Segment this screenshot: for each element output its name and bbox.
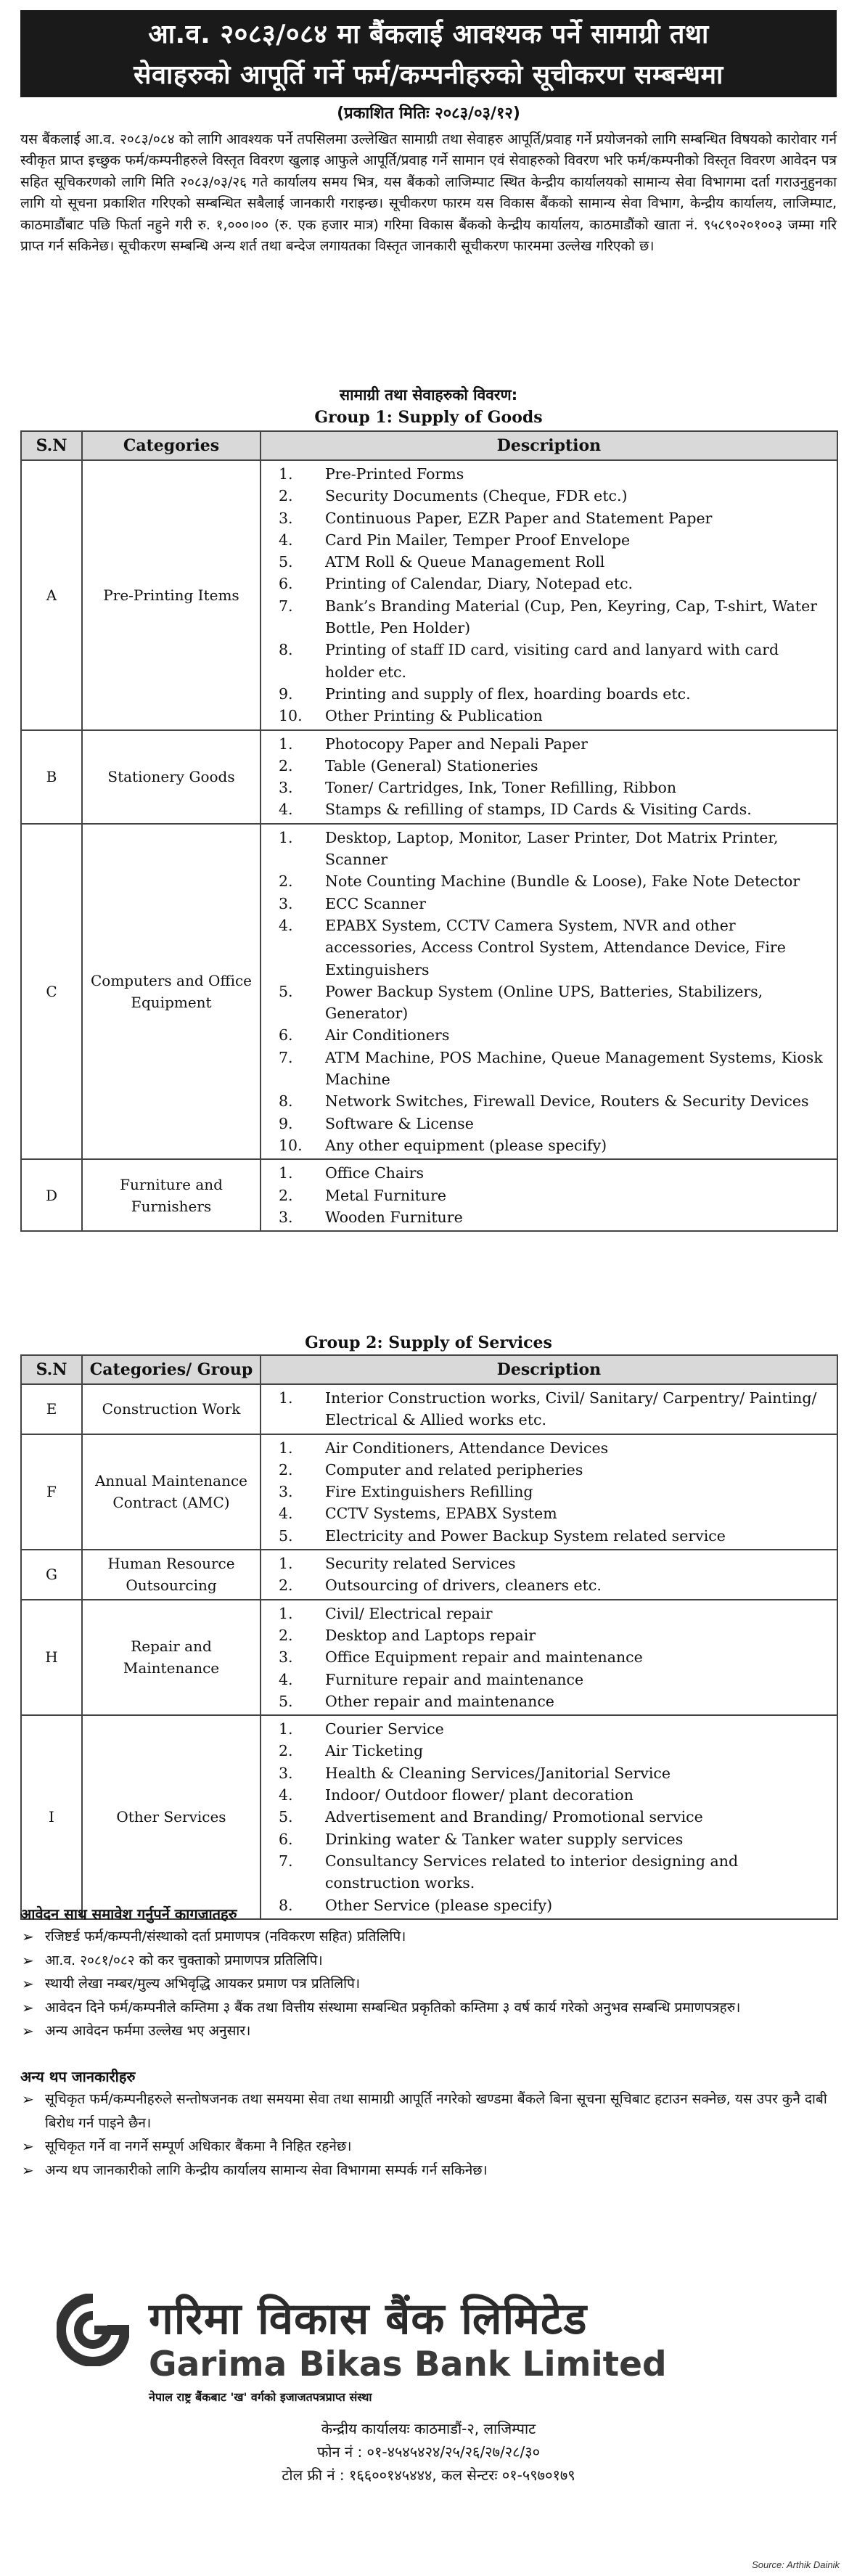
list-item-number: 5. (279, 553, 293, 571)
row-description (261, 1600, 837, 1715)
bank-logo-icon (57, 2294, 129, 2366)
list-item-text: Security Documents (Cheque, FDR etc.) (325, 487, 628, 505)
description-list (261, 825, 837, 1158)
description-list (261, 1435, 837, 1549)
row-sn: I (21, 1715, 82, 1919)
list-item-number: 7. (279, 1852, 293, 1870)
column-header-category: Categories (82, 431, 261, 460)
list-item (279, 755, 831, 777)
arrow-bullet-icon: ➢ (22, 2138, 34, 2155)
list-item-text: Toner/ Cartridges, Ink, Toner Refilling, Ribbon (325, 779, 677, 797)
list-item (279, 915, 831, 981)
list-item-text: Other Printing & Publication (325, 707, 543, 725)
list-item (279, 463, 831, 485)
list-item-text: Electricity and Power Backup System related service (325, 1526, 726, 1545)
list-item (20, 1972, 837, 1996)
list-item (279, 870, 831, 892)
list-item-text: अन्य आवेदन फर्ममा उल्लेख भए अनुसार। (45, 2023, 251, 2039)
list-item-number: 2. (279, 756, 293, 774)
list-item-text: Civil/ Electrical repair (325, 1604, 493, 1622)
other-info-heading: अन्य थप जानकारीहरु (20, 2068, 136, 2085)
header-line-1: आ.व. २०८३/०८४ मा बैंकलाई आवश्यक पर्ने सामाग्री तथा (148, 20, 709, 49)
row-description (261, 1384, 837, 1434)
list-item-text: Software & License (325, 1114, 474, 1132)
list-item (279, 1740, 831, 1762)
list-item (279, 1481, 831, 1502)
row-description (261, 1550, 837, 1600)
list-item (279, 1502, 831, 1524)
list-item (279, 777, 831, 798)
list-item-number: 7. (279, 1048, 293, 1066)
documents-heading: आवेदन साथ समावेश गर्नुपर्ने कागजातहरु (20, 1905, 237, 1923)
list-item-text: Office Equipment repair and maintenance (325, 1648, 643, 1667)
list-item-number: 4. (279, 531, 293, 549)
list-item (20, 1996, 837, 2020)
list-item-text: Fire Extinguishers Refilling (325, 1483, 533, 1501)
list-item (279, 1090, 831, 1112)
row-category: Repair and Maintenance (82, 1600, 261, 1715)
table-row (21, 1715, 837, 1919)
list-item-text: Wooden Furniture (325, 1208, 463, 1226)
list-item-number: 6. (279, 1026, 293, 1044)
list-item-number: 1. (279, 1439, 293, 1457)
list-item-text: Card Pin Mailer, Temper Proof Envelope (325, 531, 631, 549)
list-item-number: 5. (279, 982, 293, 1000)
list-item-text: Air Conditioners (325, 1026, 450, 1044)
list-item (279, 1646, 831, 1668)
list-item-text: Network Switches, Firewall Device, Routers & Security Devices (325, 1092, 809, 1111)
list-item (279, 1718, 831, 1740)
list-item-text: Outsourcing of drivers, cleaners etc. (325, 1577, 602, 1595)
list-item-number: 1. (279, 828, 293, 846)
list-item (279, 573, 831, 594)
list-item-text: Advertisement and Branding/ Promotional service (325, 1808, 703, 1826)
list-item (279, 705, 831, 727)
table-row (21, 1434, 837, 1550)
list-item (279, 1185, 831, 1206)
row-sn: E (21, 1384, 82, 1434)
list-item (279, 1669, 831, 1690)
list-item-text: ECC Scanner (325, 894, 426, 912)
row-description (261, 730, 837, 824)
list-item-number: 5. (279, 1808, 293, 1826)
list-item (279, 733, 831, 755)
arrow-bullet-icon: ➢ (22, 1928, 34, 1945)
arrow-bullet-icon: ➢ (22, 1998, 34, 2016)
arrow-bullet-icon: ➢ (22, 2161, 34, 2179)
table-row (21, 1384, 837, 1434)
list-item-number: 8. (279, 1092, 293, 1111)
row-description (261, 1715, 837, 1919)
column-header-sn: S.N (21, 1355, 82, 1384)
list-item (279, 1690, 831, 1712)
list-item-number: 2. (279, 1577, 293, 1595)
list-item (279, 595, 831, 639)
list-item (279, 1024, 831, 1046)
list-item-text: Printing of staff ID card, visiting card and lanyard with card holder etc. (325, 641, 779, 681)
bank-tagline: नेपाल राष्ट्र बैंकबाट 'ख' वर्गको इजाजतपत्रप्राप्त संस्था (149, 2390, 372, 2404)
list-item-number: 2. (279, 1186, 293, 1204)
section-title: सामाग्री तथा सेवाहरुको विवरण: (339, 386, 518, 404)
list-item-text: Printing of Calendar, Diary, Notepad etc. (325, 575, 633, 593)
list-item (279, 798, 831, 820)
table-row (21, 1600, 837, 1715)
list-item-text: Metal Furniture (325, 1186, 447, 1204)
list-item-text: Continuous Paper, EZR Paper and Statement Paper (325, 509, 713, 527)
table-row (21, 1550, 837, 1600)
list-item-number: 3. (279, 1483, 293, 1501)
list-item-number: 4. (279, 916, 293, 934)
row-sn: D (21, 1159, 82, 1231)
list-item (279, 1387, 831, 1431)
list-item-text: आवेदन दिने फर्म/कम्पनीले कम्तिमा ३ बैंक तथा वित्तीय संस्थामा सम्बन्धित प्रकृतिको कम्तिमा ३ वर्ष कार्य गरेको अनुभव सम्बन्धि प्रमाणपत्रहरु। (45, 1999, 741, 2016)
list-item-number: 3. (279, 1648, 293, 1667)
row-category: Other Services (82, 1715, 261, 1919)
column-header-description: Description (261, 1355, 837, 1384)
published-date: (प्रकाशित मितिः २०८३/०३/१२) (337, 105, 520, 123)
list-item-number: 3. (279, 1208, 293, 1226)
list-item (20, 1925, 837, 1949)
list-item (279, 1113, 831, 1134)
group1-title: Group 1: Supply of Goods (314, 408, 543, 427)
list-item (279, 1624, 831, 1646)
list-item-number: 1. (279, 1389, 293, 1407)
list-item-number: 4. (279, 1786, 293, 1804)
goods-table (20, 430, 838, 1232)
list-item-number: 5. (279, 1526, 293, 1545)
table-row (21, 460, 837, 730)
row-category: Stationery Goods (82, 730, 261, 824)
list-item (279, 1784, 831, 1806)
list-item (279, 1894, 831, 1916)
list-item-text: Drinking water & Tanker water supply services (325, 1830, 684, 1848)
list-item (279, 1603, 831, 1624)
list-item-text: Desktop, Laptop, Monitor, Laser Printer, Dot Matrix Printer, Scanner (325, 828, 779, 869)
list-item (279, 1134, 831, 1156)
list-item-text: ATM Roll & Queue Management Roll (325, 553, 605, 571)
list-item-number: 1. (279, 1720, 293, 1738)
office-address: केन्द्रीय कार्यालयः काठमाडौं-२, लाजिम्पाट (321, 2420, 536, 2437)
other-info-list (20, 2088, 837, 2182)
list-item-text: Computer and related peripheries (325, 1460, 583, 1479)
arrow-bullet-icon: ➢ (22, 1951, 34, 1969)
list-item-number: 9. (279, 684, 293, 703)
list-item-number: 10. (279, 707, 303, 725)
list-item (20, 2019, 837, 2043)
list-item (279, 1828, 831, 1850)
list-item-text: EPABX System, CCTV Camera System, NVR and other accessories, Access Control System, Attendance Device, Fire Extinguishers (325, 916, 786, 978)
services-header-row (21, 1355, 837, 1384)
description-list (261, 1385, 837, 1434)
list-item-text: Other repair and maintenance (325, 1692, 554, 1710)
bank-name-english: Garima Bikas Bank Limited (149, 2344, 667, 2384)
list-item-text: Stamps & refilling of stamps, ID Cards & Visiting Cards. (325, 801, 752, 819)
list-item-number: 3. (279, 1764, 293, 1782)
row-category: Furniture and Furnishers (82, 1159, 261, 1231)
row-sn: G (21, 1550, 82, 1600)
intro-paragraph: यस बैंकलाई आ.व. २०८३/०८४ को लागि आवश्यक पर्ने तपसिलमा उल्लेखित सामाग्री तथा सेवाहरु आपूर्ति/प्रवाह गर्ने प्रयोजनको लागि सम्बन्धित विषयको कारोवार गर्न स्वीकृत प्राप्त इच्छुक फर्म/कम्पनीहरुले विस्तृत विवरण खुलाइ आफुले आपूर्ति/प्रवाह गर्ने सामान एवं सेवाहरुको विवरण भरि फर्म/कम्पनीको विस्तृत विवरण आवेदन पत्र सहित सूचिकरणको लागि मिति २०८३/०३/२६ गते कार्यालय समय भित्र, यस बैंकको लाजिम्पाट स्थित केन्द्रीय कार्यालयको सामान्य सेवा विभागमा दर्ता गराउनुहुनका लागि यो सूचना प्रकाशित गरिएको सम्बन्धित सबैलाई जानकारी गराइन्छ। सूचीकरण फारम यस विकास बैंकको सामान्य सेवा विभाग, केन्द्रीय कार्यालय, लाजिम्पाट, काठमाडौंबाट पछि फिर्ता नहुने गरी रु. १,०००।०० (रु. एक हजार मात्र) गरिमा विकास बैंकको केन्द्रीय कार्यालय, काठमाडौंको खाता नं. ९५८९०२०१००३ जम्मा गरि प्राप्त गर्न सकिनेछ। सूचीकरण सम्बन्धि अन्य शर्त तथा बन्देज लगायतका विस्तृत जानकारी सूचीकरण फारममा उल्लेख गरिएको छ। (20, 131, 837, 255)
list-item-text: Bank’s Branding Material (Cup, Pen, Keyring, Cap, T-shirt, Water Bottle, Pen Holder) (325, 597, 818, 637)
list-item-text: Air Conditioners, Attendance Devices (325, 1439, 609, 1457)
list-item-number: 6. (279, 1830, 293, 1848)
list-item (279, 683, 831, 705)
description-list (261, 1160, 837, 1230)
list-item (279, 529, 831, 551)
row-category: Construction Work (82, 1384, 261, 1434)
list-item-number: 4. (279, 1670, 293, 1688)
list-item (279, 1047, 831, 1091)
list-item-number: 4. (279, 1505, 293, 1523)
row-description (261, 824, 837, 1159)
list-item-text: रजिष्टर्ड फर्म/कम्पनी/संस्थाको दर्ता प्रमाणपत्र (नविकरण सहित) प्रतिलिपि। (45, 1929, 406, 1945)
toll-free-numbers: टोल फ्री नं : १६६००१४५४४४, कल सेन्टरः ०१-५९७०१७९ (282, 2466, 575, 2484)
arrow-bullet-icon: ➢ (22, 2090, 34, 2108)
list-item-number: 2. (279, 1742, 293, 1760)
column-header-description: Description (261, 431, 837, 460)
list-item-text: Furniture repair and maintenance (325, 1670, 584, 1688)
row-sn: A (21, 460, 82, 730)
row-category: Pre-Printing Items (82, 460, 261, 730)
list-item-text: स्थायी लेखा नम्बर/मुल्य अभिवृद्धि आयकर प्रमाण पत्र प्रतिलिपि। (45, 1976, 361, 1992)
list-item-number: 2. (279, 1626, 293, 1644)
list-item-text: आ.व. २०८१/०८२ को कर चुक्ताको प्रमाणपत्र प्रतिलिपि। (45, 1952, 323, 1968)
list-item-number: 1. (279, 465, 293, 483)
list-item-text: सूचिकृत गर्ने वा नगर्ने सम्पूर्ण अधिकार बैंकमा नै निहित रहनेछ। (45, 2138, 352, 2154)
list-item-number: 2. (279, 1460, 293, 1479)
list-item-text: Interior Construction works, Civil/ Sanitary/ Carpentry/ Painting/ Electrical & Allied works etc. (325, 1389, 817, 1429)
list-item-number: 10. (279, 1136, 303, 1154)
list-item-text: CCTV Systems, EPABX System (325, 1505, 557, 1523)
list-item-number: 6. (279, 575, 293, 593)
list-item (279, 1762, 831, 1784)
list-item-number: 4. (279, 801, 293, 819)
description-list (261, 731, 837, 823)
bank-name-nepali: गरिमा विकास बैंक लिमिटेड (149, 2294, 588, 2344)
list-item (279, 485, 831, 507)
row-category: Computers and Office Equipment (82, 824, 261, 1159)
list-item-number: 3. (279, 509, 293, 527)
list-item-number: 5. (279, 1692, 293, 1710)
list-item-text: Health & Cleaning Services/Janitorial Service (325, 1764, 671, 1782)
list-item-number: 3. (279, 779, 293, 797)
row-description (261, 1159, 837, 1231)
list-item (20, 2159, 837, 2183)
list-item (279, 1850, 831, 1894)
list-item-number: 3. (279, 894, 293, 912)
list-item (279, 1525, 831, 1547)
list-item-text: Other Service (please specify) (325, 1896, 553, 1914)
list-item-text: Desktop and Laptops repair (325, 1626, 536, 1644)
list-item-text: Indoor/ Outdoor flower/ plant decoration (325, 1786, 633, 1804)
list-item (279, 639, 831, 683)
column-header-category: Categories/ Group (82, 1355, 261, 1384)
table-row (21, 824, 837, 1159)
arrow-bullet-icon: ➢ (22, 2022, 34, 2040)
list-item (279, 1206, 831, 1228)
table-row (21, 730, 837, 824)
list-item (279, 893, 831, 915)
list-item-text: Consultancy Services related to interior designing and construction works. (325, 1852, 739, 1892)
table-row (21, 1159, 837, 1231)
list-item-text: Photocopy Paper and Nepali Paper (325, 735, 588, 753)
phone-numbers: फोन नं : ०१-४५४५४२४/२५/२६/२७/२८/३० (316, 2443, 541, 2461)
row-description (261, 1434, 837, 1550)
list-item-text: Air Ticketing (325, 1742, 424, 1760)
list-item-number: 1. (279, 735, 293, 753)
list-item-number: 7. (279, 597, 293, 615)
description-list (261, 1550, 837, 1599)
list-item (279, 1437, 831, 1459)
list-item (279, 1574, 831, 1596)
list-item-text: Pre-Printed Forms (325, 465, 464, 483)
list-item-number: 9. (279, 1114, 293, 1132)
goods-header-row (21, 431, 837, 460)
description-list (261, 461, 837, 729)
list-item-number: 8. (279, 1896, 293, 1914)
list-item (279, 1459, 831, 1481)
list-item (20, 2088, 837, 2135)
row-description (261, 460, 837, 730)
list-item-text: सूचिकृत फर्म/कम्पनीहरुले सन्तोषजनक तथा समयमा सेवा तथा सामाग्री आपूर्ति नगरेको खण्डमा बैंकले बिना सूचना सूचिबाट हटाउन सक्नेछ, यस उपर कुनै दाबी बिरोध गर्न पाइने छैन। (45, 2091, 827, 2131)
list-item (279, 1162, 831, 1184)
notice-header (20, 10, 837, 97)
row-sn: C (21, 824, 82, 1159)
description-list (261, 1600, 837, 1714)
list-item (279, 507, 831, 529)
list-item-text: Office Chairs (325, 1164, 425, 1182)
list-item-number: 2. (279, 487, 293, 505)
source-credit: Source: Arthik Dainik (752, 2559, 840, 2570)
list-item (279, 551, 831, 573)
list-item (20, 1949, 837, 1973)
list-item-text: Note Counting Machine (Bundle & Loose), Fake Note Detector (325, 872, 800, 891)
list-item-number: 8. (279, 641, 293, 659)
list-item-text: Security related Services (325, 1555, 516, 1573)
description-list (261, 1716, 837, 1918)
list-item-text: Any other equipment (please specify) (325, 1136, 607, 1154)
list-item-text: Table (General) Stationeries (325, 756, 538, 774)
list-item-text: Printing and supply of flex, hoarding boards etc. (325, 684, 691, 703)
list-item (279, 1553, 831, 1574)
documents-list (20, 1925, 837, 2043)
column-header-sn: S.N (21, 431, 82, 460)
row-sn: F (21, 1434, 82, 1550)
list-item (279, 981, 831, 1025)
list-item (279, 1806, 831, 1828)
arrow-bullet-icon: ➢ (22, 1975, 34, 1992)
list-item (20, 2135, 837, 2159)
list-item-number: 2. (279, 872, 293, 891)
list-item (279, 827, 831, 871)
list-item-number: 1. (279, 1164, 293, 1182)
row-sn: H (21, 1600, 82, 1715)
row-sn: B (21, 730, 82, 824)
row-category: Annual Maintenance Contract (AMC) (82, 1434, 261, 1550)
list-item-text: अन्य थप जानकारीको लागि केन्द्रीय कार्यालय सामान्य सेवा विभागमा सम्पर्क गर्न सकिनेछ। (45, 2162, 488, 2178)
header-line-2: सेवाहरुको आपूर्ति गर्ने फर्म/कम्पनीहरुको सूचीकरण सम्बन्धमा (134, 60, 723, 90)
list-item-number: 1. (279, 1555, 293, 1573)
group2-title: Group 2: Supply of Services (305, 1333, 552, 1352)
list-item-number: 1. (279, 1604, 293, 1622)
list-item-text: Courier Service (325, 1720, 444, 1738)
row-category: Human Resource Outsourcing (82, 1550, 261, 1600)
services-table (20, 1354, 838, 1920)
list-item-text: ATM Machine, POS Machine, Queue Management Systems, Kiosk Machine (325, 1048, 823, 1089)
list-item-text: Power Backup System (Online UPS, Batteries, Stabilizers, Generator) (325, 982, 763, 1023)
